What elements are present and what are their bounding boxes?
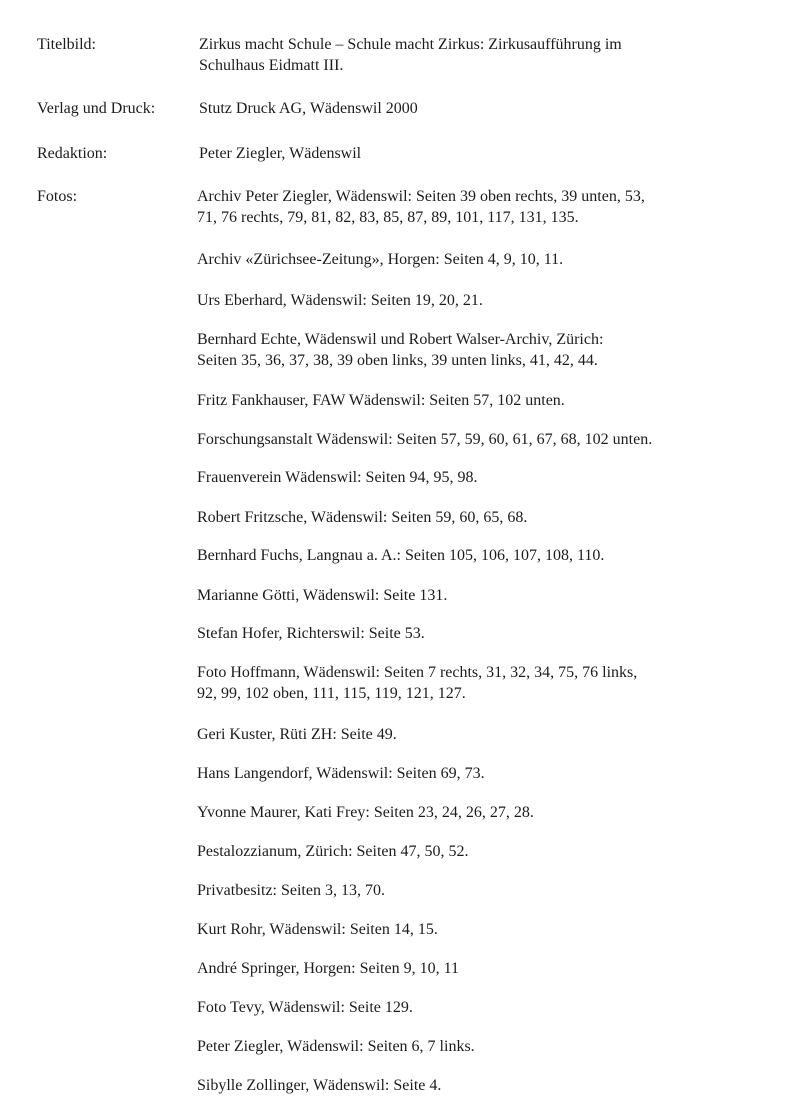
photo-credit-line: Urs Eberhard, Wädenswil: Seiten 19, 20, 21. <box>197 292 483 309</box>
photo-credit <box>197 186 767 228</box>
photo-credit <box>197 329 767 371</box>
photo-credit-line: Kurt Rohr, Wädenswil: Seiten 14, 15. <box>197 921 438 938</box>
photo-credit-line: Bernhard Fuchs, Langnau a. A.: Seiten 105, 106, 107, 108, 110. <box>197 547 605 564</box>
photo-credit-line: Foto Hoffmann, Wädenswil: Seiten 7 rechts, 31, 32, 34, 75, 76 links, <box>197 664 638 681</box>
photo-credit-line: Marianne Götti, Wädenswil: Seite 131. <box>197 587 448 604</box>
photo-credit <box>197 390 767 411</box>
photo-credit-line: André Springer, Horgen: Seiten 9, 10, 11 <box>197 960 459 977</box>
photo-credit <box>197 724 767 745</box>
photo-credit <box>197 1036 767 1057</box>
photo-credit <box>197 919 767 940</box>
photo-credit-line: Archiv Peter Ziegler, Wädenswil: Seiten 39 oben rechts, 39 unten, 53, <box>197 188 645 205</box>
photo-credit <box>197 662 767 704</box>
photo-credit-line: Seiten 35, 36, 37, 38, 39 oben links, 39 unten links, 41, 42, 44. <box>197 352 598 369</box>
photo-credit <box>197 1075 767 1096</box>
photo-credit <box>197 802 767 823</box>
photo-credit <box>197 467 767 488</box>
photo-credit-line: Pestalozzianum, Zürich: Seiten 47, 50, 52. <box>197 843 469 860</box>
photo-credit-line: Stefan Hofer, Richterswil: Seite 53. <box>197 625 425 642</box>
photo-credit <box>197 585 767 606</box>
photo-credit <box>197 763 767 784</box>
photo-credit <box>197 841 767 862</box>
publisher-label: Verlag und Druck: <box>37 100 156 117</box>
photo-credit <box>197 545 767 566</box>
photo-credit <box>197 249 767 270</box>
photo-credit <box>197 958 767 979</box>
editor-label: Redaktion: <box>37 145 108 162</box>
photo-credit-line: Sibylle Zollinger, Wädenswil: Seite 4. <box>197 1077 442 1094</box>
photo-credit <box>197 880 767 901</box>
photo-credit <box>197 290 767 311</box>
photo-credit-line: Robert Fritzsche, Wädenswil: Seiten 59, 60, 65, 68. <box>197 509 528 526</box>
photo-credit <box>197 623 767 644</box>
editor-value: Peter Ziegler, Wädenswil <box>199 145 362 162</box>
photo-credit-line: Geri Kuster, Rüti ZH: Seite 49. <box>197 726 397 743</box>
photo-credit <box>197 997 767 1018</box>
photo-credit-line: Frauenverein Wädenswil: Seiten 94, 95, 98. <box>197 469 478 486</box>
photo-credit-line: Forschungsanstalt Wädenswil: Seiten 57, 59, 60, 61, 67, 68, 102 unten. <box>197 431 653 448</box>
publisher-value: Stutz Druck AG, Wädenswil 2000 <box>199 100 418 117</box>
photo-credit-line: 92, 99, 102 oben, 111, 115, 119, 121, 127. <box>197 685 466 702</box>
photo-credit-line: Peter Ziegler, Wädenswil: Seiten 6, 7 links. <box>197 1038 475 1055</box>
photo-credit-line: Foto Tevy, Wädenswil: Seite 129. <box>197 999 413 1016</box>
photo-credit-line: Hans Langendorf, Wädenswil: Seiten 69, 73. <box>197 765 485 782</box>
cover-image-caption <box>199 34 769 76</box>
photo-credit-line: Privatbesitz: Seiten 3, 13, 70. <box>197 882 385 899</box>
photo-credit-line: 71, 76 rechts, 79, 81, 82, 83, 85, 87, 89, 101, 117, 131, 135. <box>197 209 579 226</box>
photo-credit-line: Bernhard Echte, Wädenswil und Robert Walser-Archiv, Zürich: <box>197 331 604 348</box>
cover-image-caption-line: Zirkus macht Schule – Schule macht Zirkus: Zirkusaufführung im <box>199 36 622 53</box>
photo-credit <box>197 429 767 450</box>
photo-credit <box>197 507 767 528</box>
cover-image-label: Titelbild: <box>37 36 96 53</box>
photo-credit-line: Fritz Fankhauser, FAW Wädenswil: Seiten 57, 102 unten. <box>197 392 565 409</box>
cover-image-caption-line: Schulhaus Eidmatt III. <box>199 57 344 74</box>
photo-credit-line: Archiv «Zürichsee-Zeitung», Horgen: Seiten 4, 9, 10, 11. <box>197 251 564 268</box>
photo-credit-line: Yvonne Maurer, Kati Frey: Seiten 23, 24, 26, 27, 28. <box>197 804 534 821</box>
photos-label: Fotos: <box>37 188 78 205</box>
